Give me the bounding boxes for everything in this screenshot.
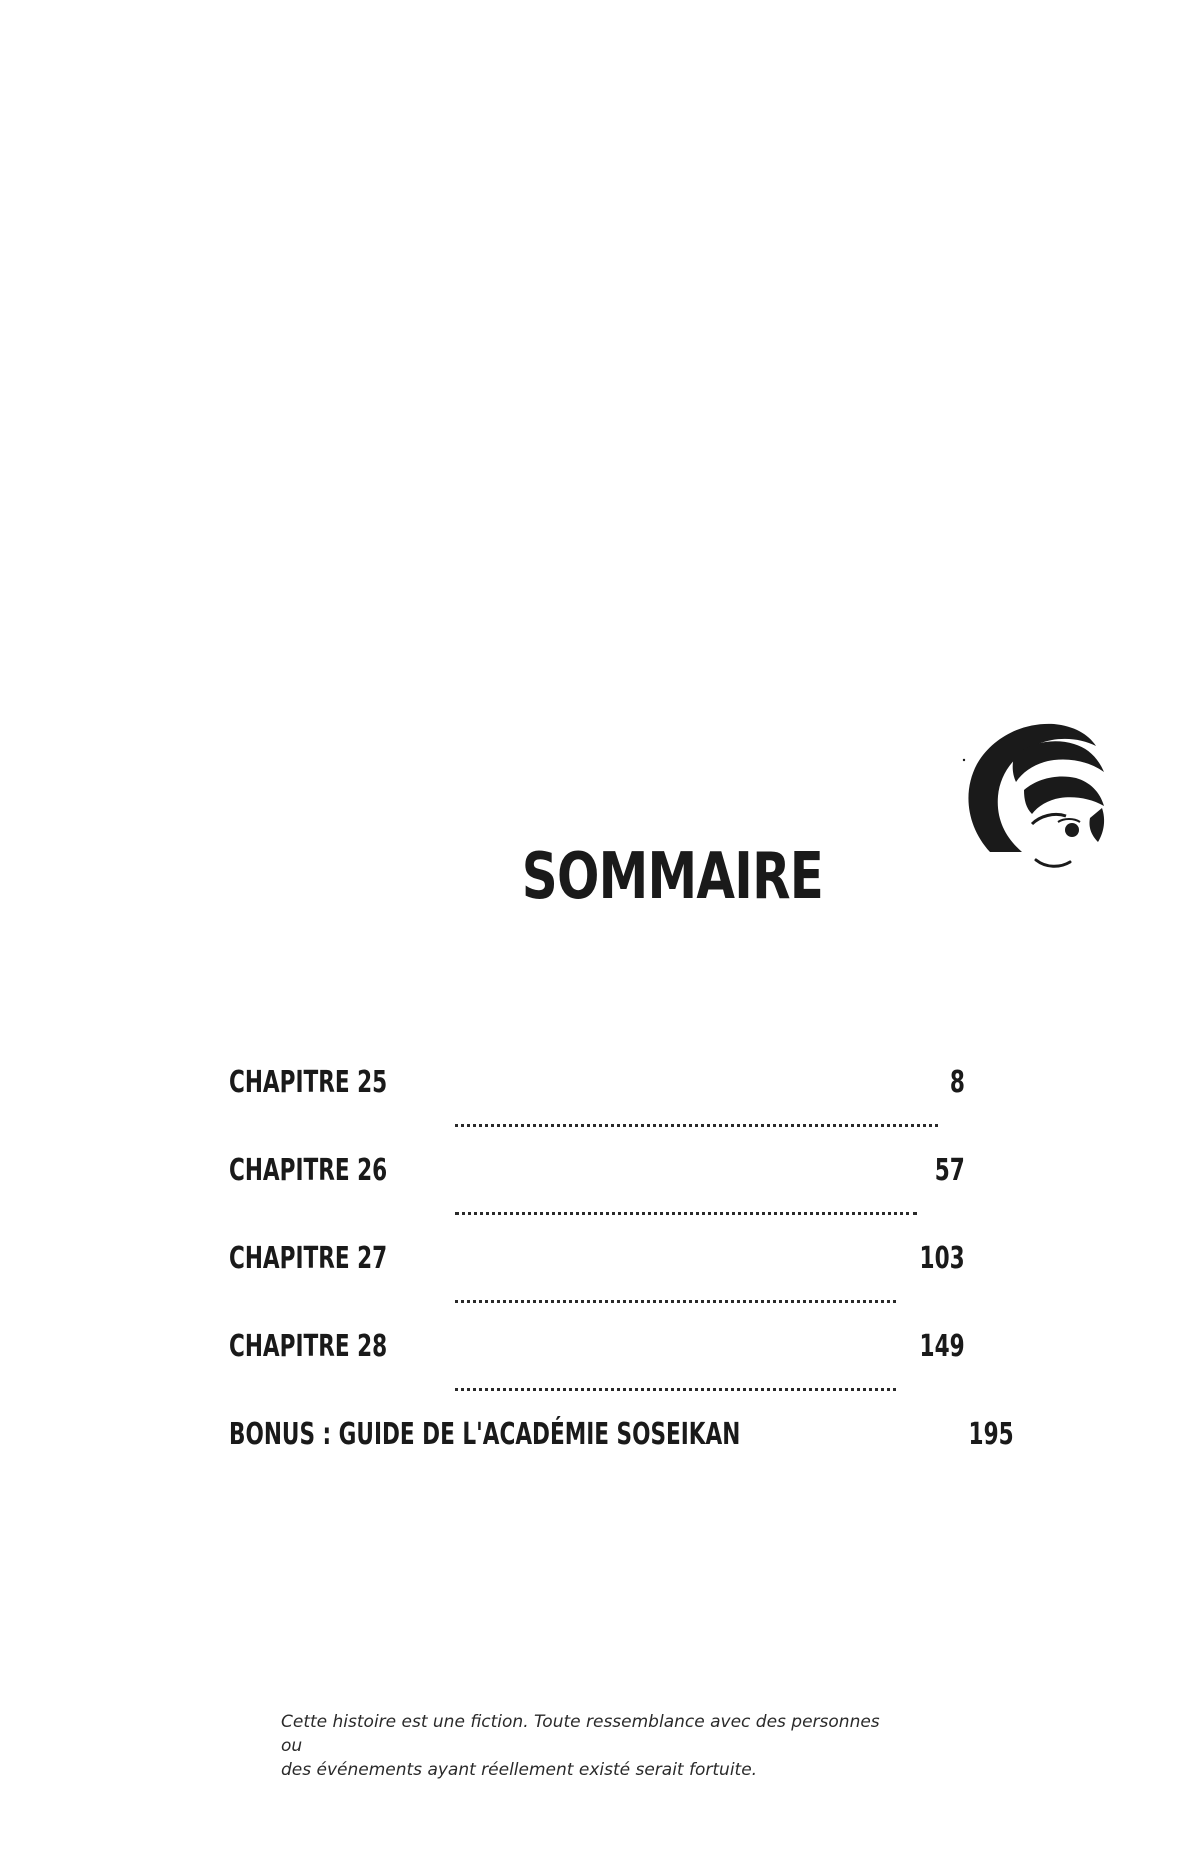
toc-entry-page-number: 103	[919, 1241, 965, 1276]
toc-entry-label: CHAPITRE 26	[229, 1153, 388, 1188]
table-of-contents	[229, 1065, 1014, 1505]
toc-entry-page-number: 8	[949, 1065, 965, 1100]
toc-entry-chapitre-28[interactable]	[229, 1329, 965, 1417]
page-title: SOMMAIRE	[521, 840, 824, 914]
toc-entry-label: CHAPITRE 25	[229, 1065, 388, 1100]
dot-leader	[455, 1124, 938, 1127]
toc-entry-chapitre-27[interactable]	[229, 1241, 965, 1329]
fiction-disclaimer	[281, 1710, 901, 1782]
toc-entry-chapitre-26[interactable]	[229, 1153, 965, 1241]
toc-entry-label: CHAPITRE 28	[229, 1329, 388, 1364]
dot-leader	[455, 1212, 918, 1215]
toc-entry-page-number: 57	[934, 1153, 965, 1188]
toc-entry-page-number: 195	[968, 1417, 1014, 1452]
toc-entry-label: CHAPITRE 27	[229, 1241, 388, 1276]
disclaimer-line-2: des événements ayant réellement existé serait fortuite.	[281, 1760, 758, 1780]
toc-entry-chapitre-25[interactable]	[229, 1065, 965, 1153]
toc-entry-page-number: 149	[919, 1329, 965, 1364]
disclaimer-line-1: Cette histoire est une fiction. Toute ressemblance avec des personnes ou	[281, 1712, 880, 1756]
toc-entry-bonus-guide[interactable]	[229, 1417, 1014, 1505]
dot-leader	[455, 1300, 897, 1303]
toc-entry-label: BONUS : GUIDE DE L'ACADÉMIE SOSEIKAN	[229, 1417, 741, 1452]
swirl-hair-face-logo-icon	[962, 712, 1112, 882]
dot-leader	[455, 1388, 897, 1391]
